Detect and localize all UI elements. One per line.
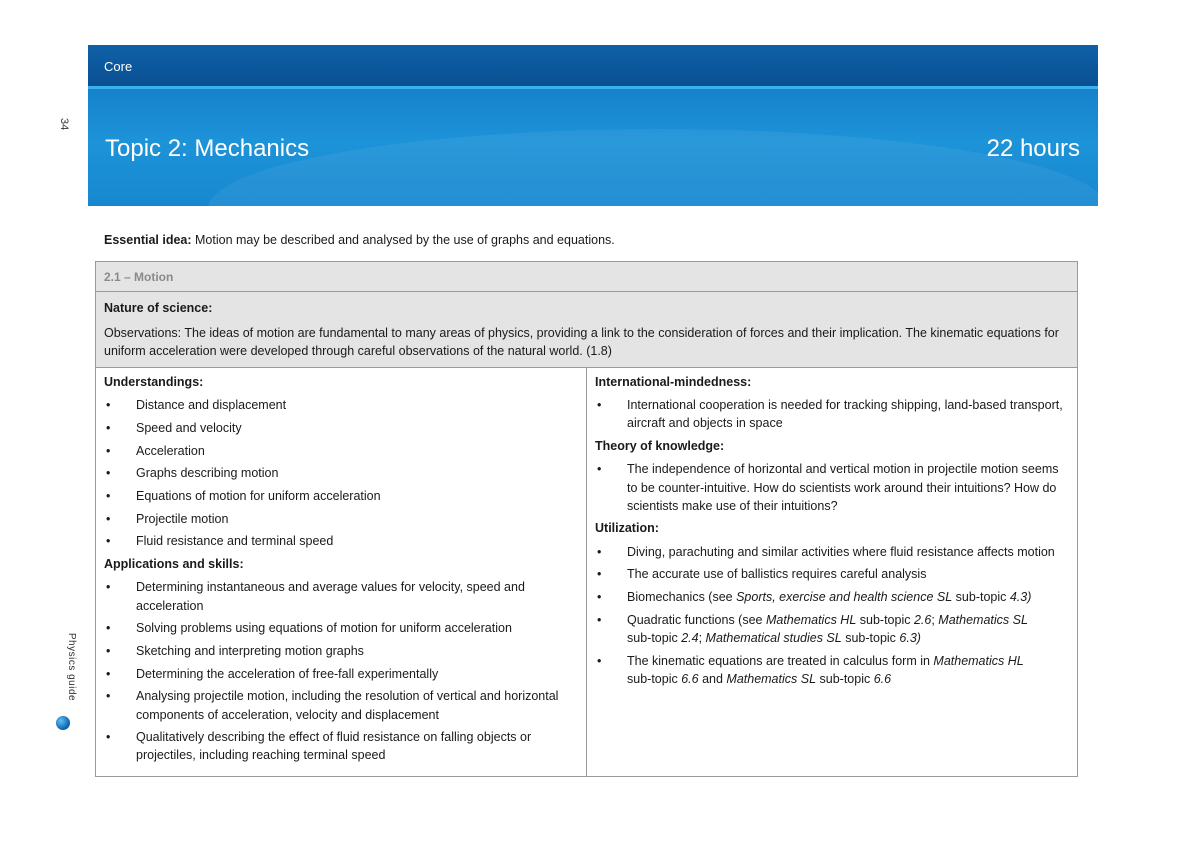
- topic-title: Topic 2: Mechanics: [105, 135, 310, 162]
- list-item: • Biomechanics (see Sports, exercise and health science SL sub-topic 4.3): [595, 588, 1069, 606]
- list-item: • Distance and displacement: [104, 396, 578, 414]
- list-item: • Analysing projectile motion, including the resolution of vertical and horizontal components of acceleration, velocity and displacement: [104, 687, 578, 723]
- understandings-heading: Understandings:: [104, 375, 204, 389]
- utilization-list: [595, 543, 1069, 688]
- list-item: • Determining instantaneous and average values for velocity, speed and acceleration: [104, 578, 578, 614]
- list-item: • Solving problems using equations of motion for uniform acceleration: [104, 619, 578, 637]
- right-column: [587, 368, 1077, 776]
- list-item: • Qualitatively describing the effect of fluid resistance on falling objects or projectiles, including reaching terminal speed: [104, 728, 578, 764]
- international-list: [595, 396, 1069, 432]
- applications-list: [104, 578, 578, 764]
- topic-hours: 22 hours: [986, 135, 1080, 162]
- list-item: • Diving, parachuting and similar activities where fluid resistance affects motion: [595, 543, 1069, 561]
- list-item: • Fluid resistance and terminal speed: [104, 532, 578, 550]
- list-item: • Equations of motion for uniform acceleration: [104, 487, 578, 505]
- tok-heading: Theory of knowledge:: [595, 439, 725, 454]
- list-item: • The independence of horizontal and vertical motion in projectile motion seems to be counter-intuitive. How do scientists work around their intuitions? How do scientists make use of their intuitions?: [595, 460, 1069, 515]
- left-column: [96, 368, 587, 776]
- list-item: • Acceleration: [104, 442, 578, 460]
- guide-label: Physics guide: [66, 632, 77, 702]
- list-item: • Projectile motion: [104, 510, 578, 528]
- list-item: • Sketching and interpreting motion graphs: [104, 642, 578, 660]
- topic-banner: [88, 89, 1098, 206]
- utilization-heading: Utilization:: [595, 521, 659, 536]
- tok-list: [595, 460, 1069, 515]
- list-item: • International cooperation is needed for tracking shipping, land-based transport, aircraft and objects in space: [595, 396, 1069, 432]
- syllabus-table: [95, 261, 1078, 777]
- section-header: [88, 45, 1098, 86]
- list-item: • The kinematic equations are treated in calculus form in Mathematics HL sub-topic 6.6 and Mathematics SL sub-topic 6.6: [595, 652, 1069, 688]
- list-item: • Determining the acceleration of free-fall experimentally: [104, 665, 578, 683]
- subtopic-title: 2.1 – Motion: [104, 270, 174, 284]
- essential-idea: [104, 233, 615, 247]
- nature-of-science-row: [96, 292, 1077, 368]
- page-number: 34: [58, 118, 70, 131]
- essential-idea-text: Motion may be described and analysed by the use of graphs and equations.: [191, 233, 615, 247]
- ib-logo-icon: [56, 716, 70, 730]
- section-label: Core: [104, 59, 133, 74]
- nature-heading: Nature of science:: [104, 301, 213, 315]
- applications-heading: Applications and skills:: [104, 557, 244, 572]
- subtopic-row: [96, 262, 1077, 292]
- list-item: • Quadratic functions (see Mathematics HL sub-topic 2.6; Mathematics SL sub-topic 2.4; Mathematical studies SL sub-topic 6.3): [595, 611, 1069, 647]
- essential-idea-label: Essential idea:: [104, 233, 192, 247]
- list-item: • The accurate use of ballistics requires careful analysis: [595, 565, 1069, 583]
- nature-text: Observations: The ideas of motion are fundamental to many areas of physics, providing a link to the consideration of forces and their implication. The kinematic equations for uniform acceleration were developed through careful observations of the natural world. (1.8): [104, 326, 1059, 358]
- list-item: • Graphs describing motion: [104, 464, 578, 482]
- understandings-list: [104, 396, 578, 550]
- list-item: • Speed and velocity: [104, 419, 578, 437]
- international-heading: International-mindedness:: [595, 375, 752, 389]
